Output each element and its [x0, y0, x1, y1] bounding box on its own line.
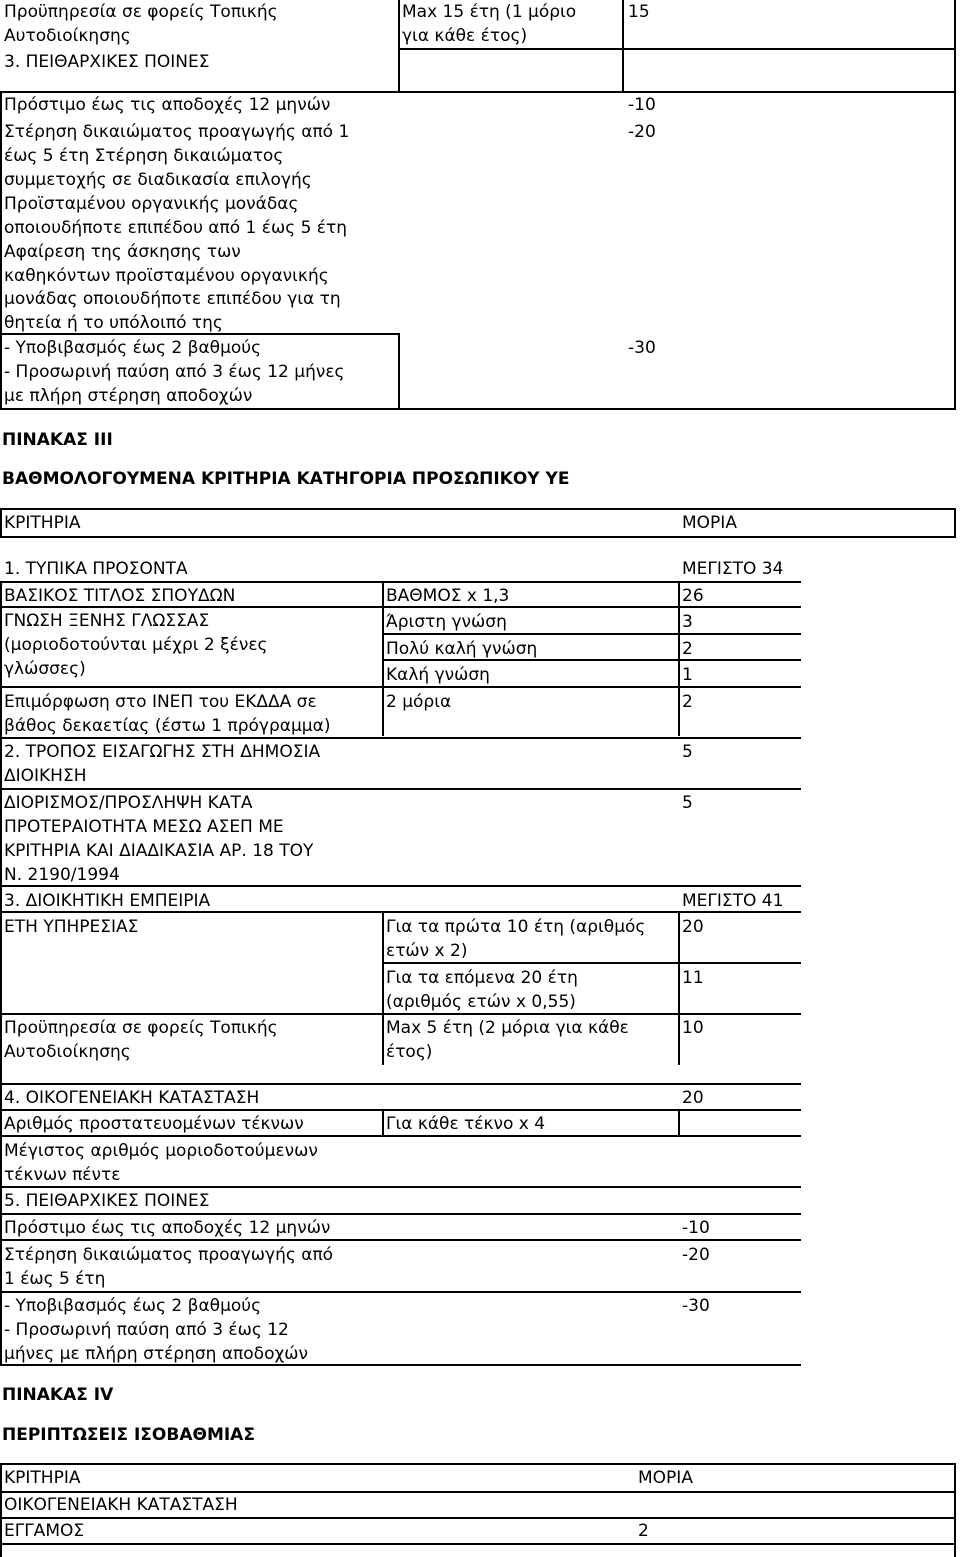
row-local-gov-rule-line2: έτος): [386, 1042, 433, 1062]
row-basic-degree-label: ΒΑΣΙΚΟΣ ΤΙΤΛΟΣ ΣΠΟΥΔΩΝ: [4, 586, 236, 606]
table4-header-criteria: ΚΡΙΤΗΡΙΑ: [4, 1468, 81, 1488]
row-deprivation-line7: καθηκόντων προϊσταμένου οργανικής: [4, 266, 329, 286]
row-demotion-line2: - Προσωρινή παύση από 3 έως 12 μήνες: [4, 362, 345, 382]
table3-heading: ΠΙΝΑΚΑΣ III: [2, 430, 113, 450]
row-dependent-children-rule: Για κάθε τέκνο x 4: [386, 1114, 546, 1134]
row-fine-2-points: -10: [682, 1218, 710, 1238]
table4-row-family-status: ΟΙΚΟΓΕΝΕΙΑΚΗ ΚΑΤΑΣΤΑΣΗ: [4, 1495, 238, 1515]
row-deprivation-points: -20: [628, 122, 656, 142]
row-years-next-20-points: 11: [682, 968, 704, 988]
row-language-good-points: 1: [682, 665, 693, 685]
row-fine-points: -10: [628, 95, 656, 115]
section-family-status: 4. ΟΙΚΟΓΕΝΕΙΑΚΗ ΚΑΤΑΣΤΑΣΗ: [4, 1088, 260, 1108]
row-language-very-good: Πολύ καλή γνώση: [386, 639, 538, 659]
row-local-gov-line1: Προϋπηρεσία σε φορείς Τοπικής: [4, 1018, 278, 1038]
row-foreign-language-line3: γλώσσες): [4, 659, 86, 679]
row-demotion-line1: - Υποβιβασμός έως 2 βαθμούς: [4, 338, 262, 358]
row-language-good: Καλή γνώση: [386, 665, 490, 685]
row-basic-degree-points: 26: [682, 586, 704, 606]
row-appointment-line4: Ν. 2190/1994: [4, 865, 120, 885]
row-demotion-2-line1: - Υποβιβασμός έως 2 βαθμούς: [4, 1296, 262, 1316]
row-language-excellent: Άριστη γνώση: [386, 612, 507, 632]
row-deprivation-line2: έως 5 έτη Στέρηση δικαιώματος: [4, 146, 284, 166]
row-deprivation-line3: συμμετοχής σε διαδικασία επιλογής: [4, 170, 312, 190]
row-promotion-deprivation-line1: Στέρηση δικαιώματος προαγωγής από: [4, 1245, 334, 1265]
row-language-excellent-points: 3: [682, 612, 693, 632]
section-formal-qualifications: 1. ΤΥΠΙΚΑ ΠΡΟΣΟΝΤΑ: [4, 559, 188, 579]
row-local-gov-line2: Αυτοδιοίκησης: [4, 1042, 131, 1062]
row-local-gov-points: 10: [682, 1018, 704, 1038]
row-foreign-language-line2: (μοριοδοτούνται μέχρι 2 ξένες: [4, 635, 268, 655]
table4-row-married-label: ΕΓΓΑΜΟΣ: [4, 1521, 85, 1541]
row-local-gov-service-rule-line2: για κάθε έτος): [402, 26, 528, 46]
row-appointment-points: 5: [682, 793, 693, 813]
table4-row-married-points: 2: [638, 1521, 649, 1541]
section-formal-qualifications-max: ΜΕΓΙΣΤΟ 34: [682, 559, 784, 579]
row-local-gov-service-points: 15: [628, 2, 650, 22]
row-promotion-deprivation-line2: 1 έως 5 έτη: [4, 1269, 106, 1289]
section-disciplinary-penalties-heading: 3. ΠΕΙΘΑΡΧΙΚΕΣ ΠΟΙΝΕΣ: [4, 52, 210, 72]
row-deprivation-line4: Προϊσταμένου οργανικής μονάδας: [4, 194, 299, 214]
row-deprivation-line5: οποιουδήποτε επιπέδου από 1 έως 5 έτη: [4, 218, 347, 238]
row-years-first-10-points: 20: [682, 917, 704, 937]
row-years-first-10-line1: Για τα πρώτα 10 έτη (αριθμός: [386, 917, 646, 937]
row-local-gov-service-label-line2: Αυτοδιοίκησης: [4, 26, 131, 46]
row-years-of-service-label: ΕΤΗ ΥΠΗΡΕΣΙΑΣ: [4, 917, 139, 937]
row-deprivation-line8: μονάδας οποιουδήποτε επιπέδου για τη: [4, 289, 341, 309]
section-entry-method-line1: 2. ΤΡΟΠΟΣ ΕΙΣΑΓΩΓΗΣ ΣΤΗ ΔΗΜΟΣΙΑ: [4, 742, 321, 762]
table4-header-points: ΜΟΡΙΑ: [638, 1468, 693, 1488]
table4-heading: ΠΙΝΑΚΑΣ IV: [2, 1385, 114, 1405]
row-demotion-2-line3: μήνες με πλήρη στέρηση αποδοχών: [4, 1344, 309, 1364]
row-deprivation-line1: Στέρηση δικαιώματος προαγωγής από 1: [4, 122, 350, 142]
row-language-very-good-points: 2: [682, 639, 693, 659]
row-training-line1: Επιμόρφωση στο ΙΝΕΠ του ΕΚΔΔΑ σε: [4, 692, 317, 712]
row-fine-label: Πρόστιμο έως τις αποδοχές 12 μηνών: [4, 95, 331, 115]
row-demotion-points: -30: [628, 338, 656, 358]
section-admin-experience: 3. ΔΙΟΙΚΗΤΙΚΗ ΕΜΠΕΙΡΙΑ: [4, 891, 211, 911]
row-dependent-children-label: Αριθμός προστατευομένων τέκνων: [4, 1114, 304, 1134]
table3-subheading: ΒΑΘΜΟΛΟΓΟΥΜΕΝΑ ΚΡΙΤΗΡΙΑ ΚΑΤΗΓΟΡΙΑ ΠΡΟΣΩΠΙΚΟΥ ΥΕ: [2, 469, 570, 489]
row-demotion-line3: με πλήρη στέρηση αποδοχών: [4, 386, 253, 406]
section-entry-method-line2: ΔΙΟΙΚΗΣΗ: [4, 766, 87, 786]
table3-header-criteria: ΚΡΙΤΗΡΙΑ: [4, 513, 81, 533]
row-appointment-line3: ΚΡΙΤΗΡΙΑ ΚΑΙ ΔΙΑΔΙΚΑΣΙΑ ΑΡ. 18 ΤΟΥ: [4, 841, 314, 861]
row-local-gov-service-label-line1: Προϋπηρεσία σε φορείς Τοπικής: [4, 2, 278, 22]
row-basic-degree-rule: ΒΑΘΜΟΣ x 1,3: [386, 586, 510, 606]
row-appointment-line1: ΔΙΟΡΙΣΜΟΣ/ΠΡΟΣΛΗΨΗ ΚΑΤΑ: [4, 793, 253, 813]
row-local-gov-service-rule-line1: Max 15 έτη (1 μόριο: [402, 2, 577, 22]
row-appointment-line2: ΠΡΟΤΕΡΑΙΟΤΗΤΑ ΜΕΣΩ ΑΣΕΠ ΜΕ: [4, 817, 284, 837]
row-promotion-deprivation-points: -20: [682, 1245, 710, 1265]
section-entry-method-points: 5: [682, 742, 693, 762]
row-demotion-2-line2: - Προσωρινή παύση από 3 έως 12: [4, 1320, 289, 1340]
row-deprivation-line6: Αφαίρεση της άσκησης των: [4, 242, 241, 262]
row-demotion-2-points: -30: [682, 1296, 710, 1316]
row-training-rule: 2 μόρια: [386, 692, 452, 712]
table4-subheading: ΠΕΡΙΠΤΩΣΕΙΣ ΙΣΟΒΑΘΜΙΑΣ: [2, 1425, 255, 1445]
section-family-status-points: 20: [682, 1088, 704, 1108]
row-local-gov-rule-line1: Max 5 έτη (2 μόρια για κάθε: [386, 1018, 629, 1038]
section-admin-experience-max: ΜΕΓΙΣΤΟ 41: [682, 891, 784, 911]
row-deprivation-line9: θητεία ή το υπόλοιπό της: [4, 313, 223, 333]
row-years-first-10-line2: ετών x 2): [386, 941, 468, 961]
row-years-next-20-line1: Για τα επόμενα 20 έτη: [386, 968, 578, 988]
row-fine-2-label: Πρόστιμο έως τις αποδοχές 12 μηνών: [4, 1218, 331, 1238]
row-training-line2: βάθος δεκαετίας (έστω 1 πρόγραμμα): [4, 716, 331, 736]
row-foreign-language-line1: ΓΝΩΣΗ ΞΕΝΗΣ ΓΛΩΣΣΑΣ: [4, 611, 210, 631]
table3-header-points: ΜΟΡΙΑ: [682, 513, 737, 533]
row-years-next-20-line2: (αριθμός ετών x 0,55): [386, 992, 576, 1012]
section-disciplinary-5: 5. ΠΕΙΘΑΡΧΙΚΕΣ ΠΟΙΝΕΣ: [4, 1191, 210, 1211]
row-training-points: 2: [682, 692, 693, 712]
row-max-children-line1: Μέγιστος αριθμός μοριοδοτούμενων: [4, 1141, 318, 1161]
row-max-children-line2: τέκνων πέντε: [4, 1165, 121, 1185]
